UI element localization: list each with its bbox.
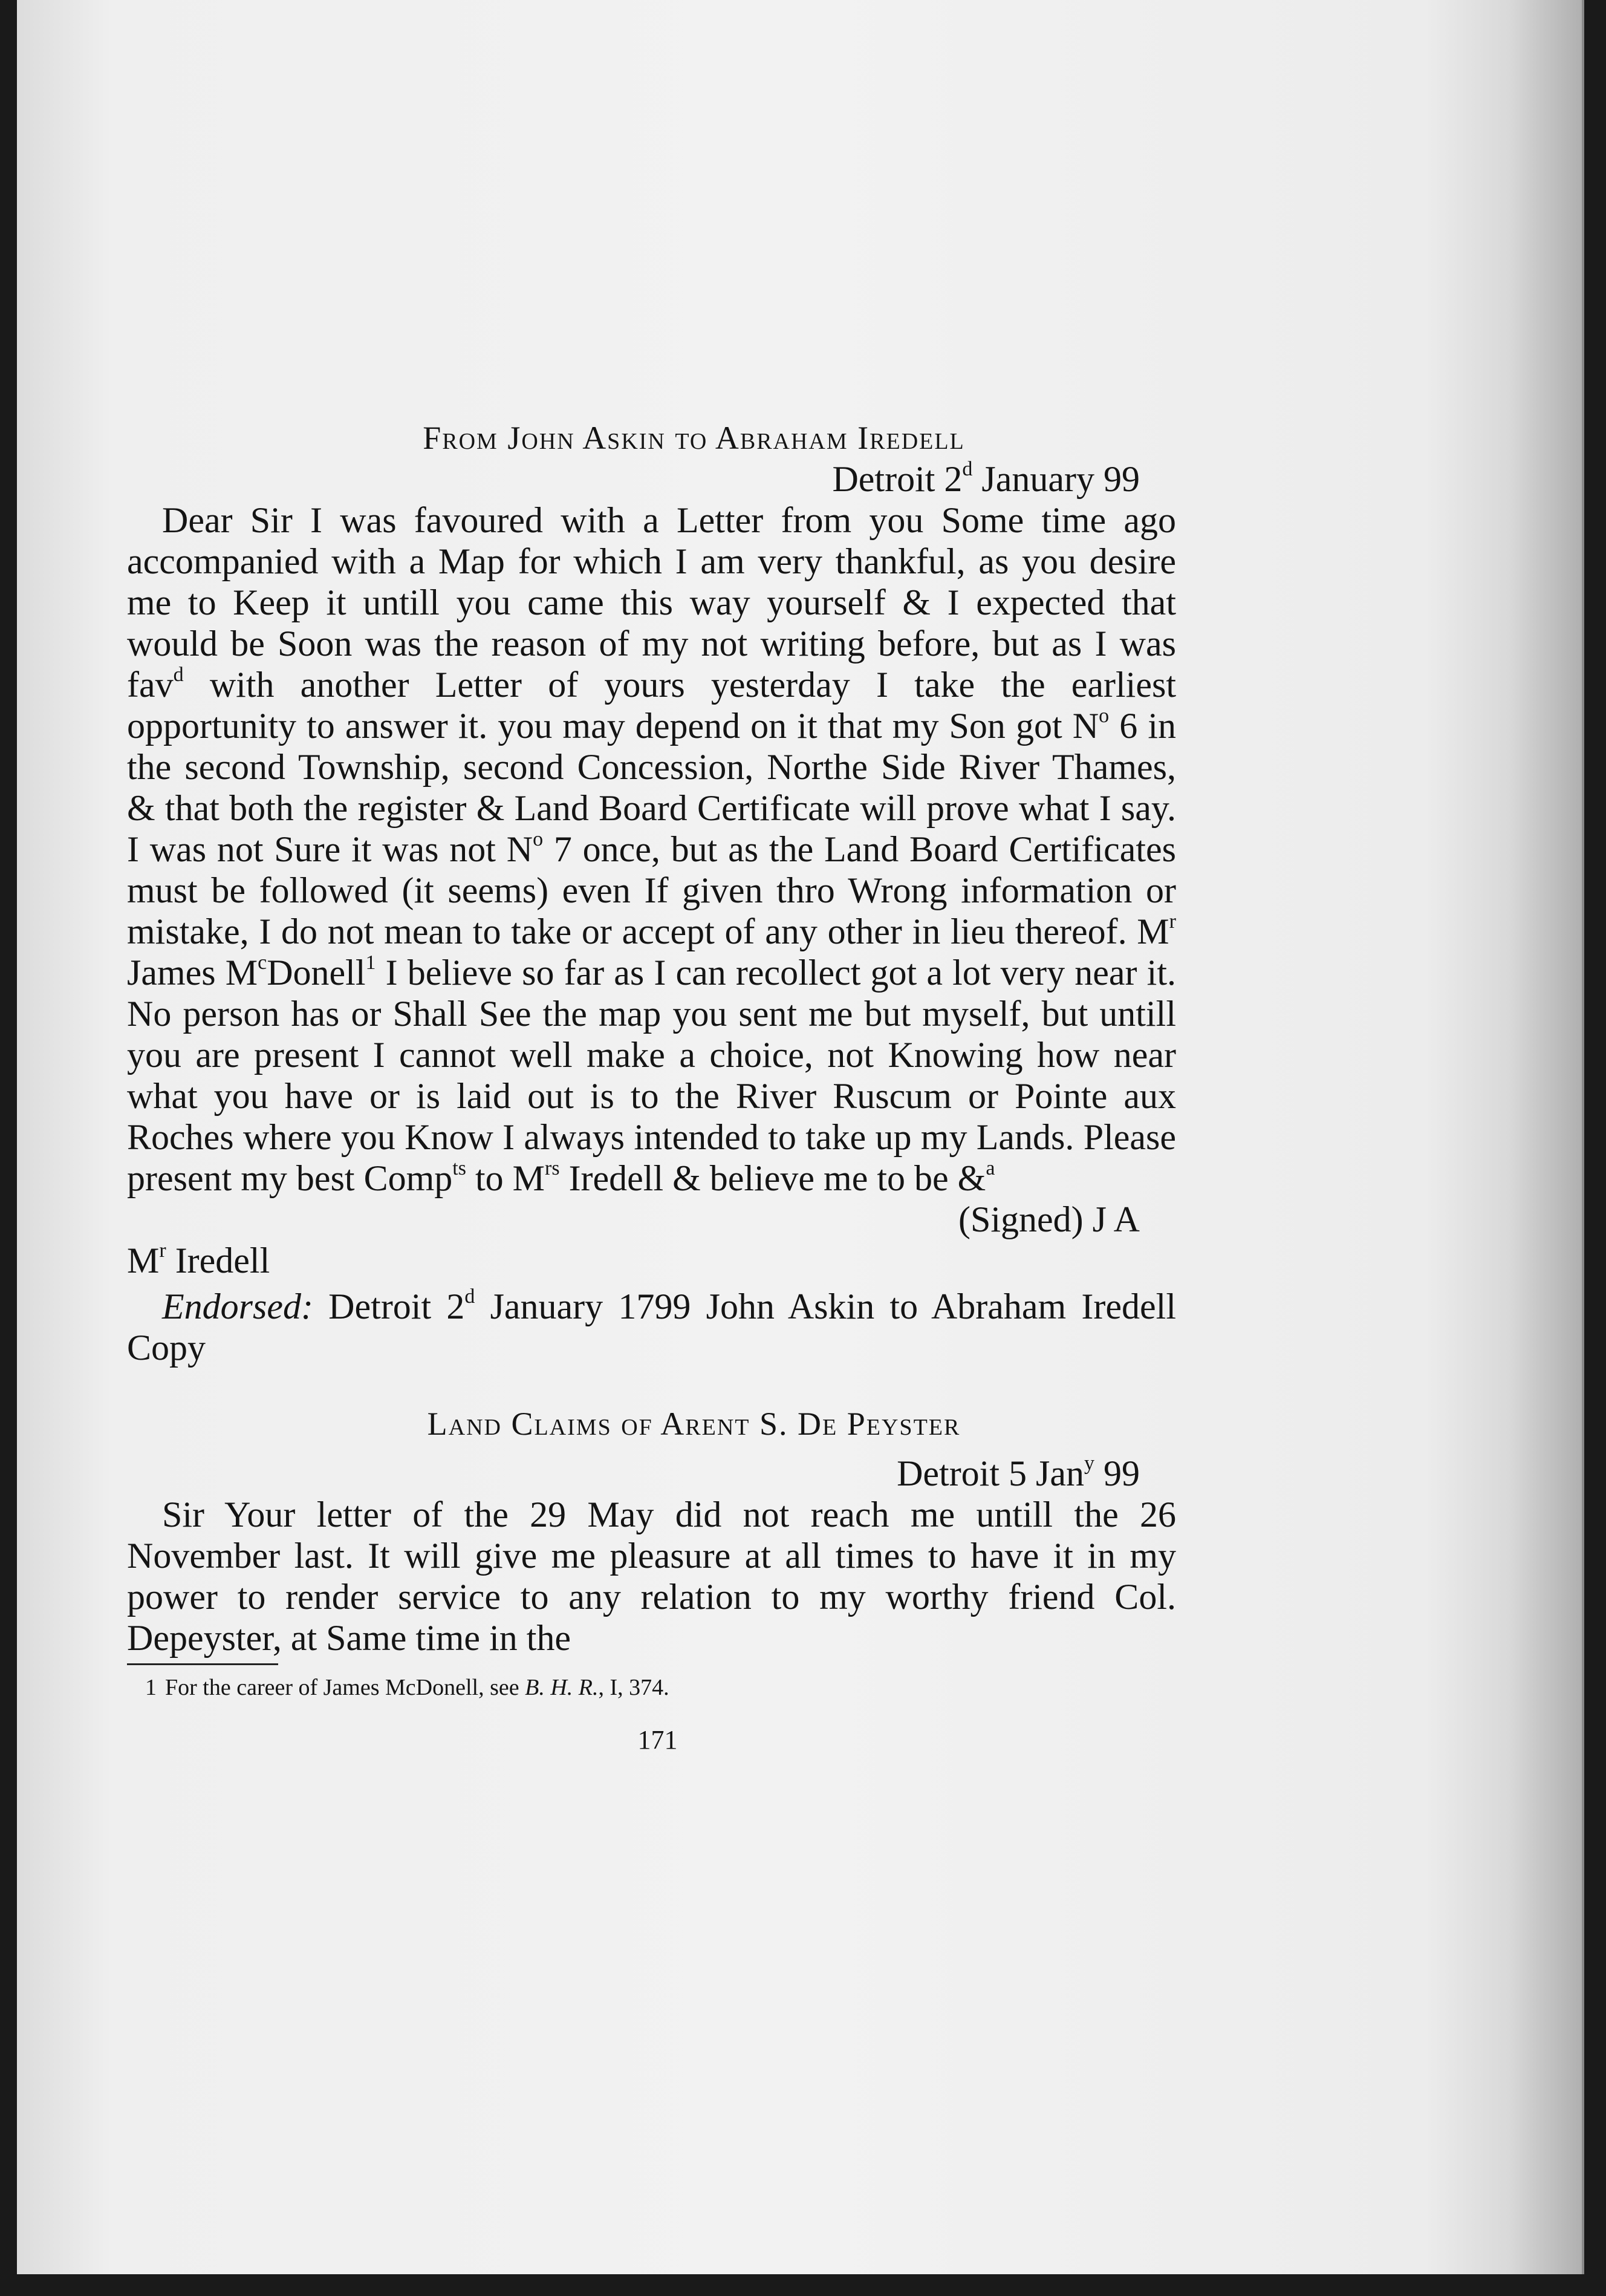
letter1-addressee: $M^r$ Iredell [127,1239,270,1280]
book-page [17,0,1584,2274]
letter1-signature: (Signed) J A [958,1199,1140,1239]
letter2-heading: Land Claims of Arent S. De Peyster [427,1406,961,1442]
page-edge-shadow [1509,0,1582,2274]
letter1-endorsement: Endorsed: Detroit 2$^d$ January 1799 John Askin to Abraham Iredell Copy [127,1285,1176,1368]
footnote: 1 For the career of James McDonell, see B. H. R., I, 374. [145,1675,669,1700]
letter1-dateline: Detroit 2$^d$ January 99 [832,458,1140,499]
page-content [127,417,1176,1761]
letter1-heading: From John Askin to Abraham Iredell [423,420,965,456]
letter1-body: Dear Sir I was favoured with a Letter from you Some time ago accompanied with a Map for which I am very thankful, as you desire me to Keep it untill you came this way yourself & I expected that would be Soon was the reason of my not writing before, but as I was fav$^d$ with another Letter of yours yesterday I take the earliest opportunity to answer it. you may depend on it that my Son got $N^o$ 6 in the second Township, second Concession, Northe Side River Thames, & that both the register & Land Board Certificate will prove what I say. I was not Sure it was not $N^o$ 7 once, but as the Land Board Certificates must be followed (it seems) even If given thro Wrong information or mistake, I do not mean to take or accept of any other in lieu thereof. $M^r$ James $M^cDonell^1$ I believe so far as I can recollect got a lot very near it. No person has or Shall See the map you sent me but myself, but untill you are present I cannot well make a choice, not Knowing how near what you have or is laid out is to the River Ruscum or Pointe aux Roches where you Know I always intended to take up my Lands. Please present my best Comp$^{ts}$ to $M^{rs}$ Iredell & believe me to be &$^a$ [127,500,1176,1198]
letter2-body: Sir Your letter of the 29 May did not reach me untill the 26 November last. It will give me pleasure at all times to have it in my power to render service to any relation to my worthy friend Col. Depeyster, at Same time in the [127,1495,1176,1658]
letter2-dateline: Detroit 5 Jan$^y$ 99 [897,1452,1140,1493]
page-number: 171 [637,1725,678,1755]
footnote-rule [127,1663,278,1665]
footnote-ref: 1 [365,951,376,974]
